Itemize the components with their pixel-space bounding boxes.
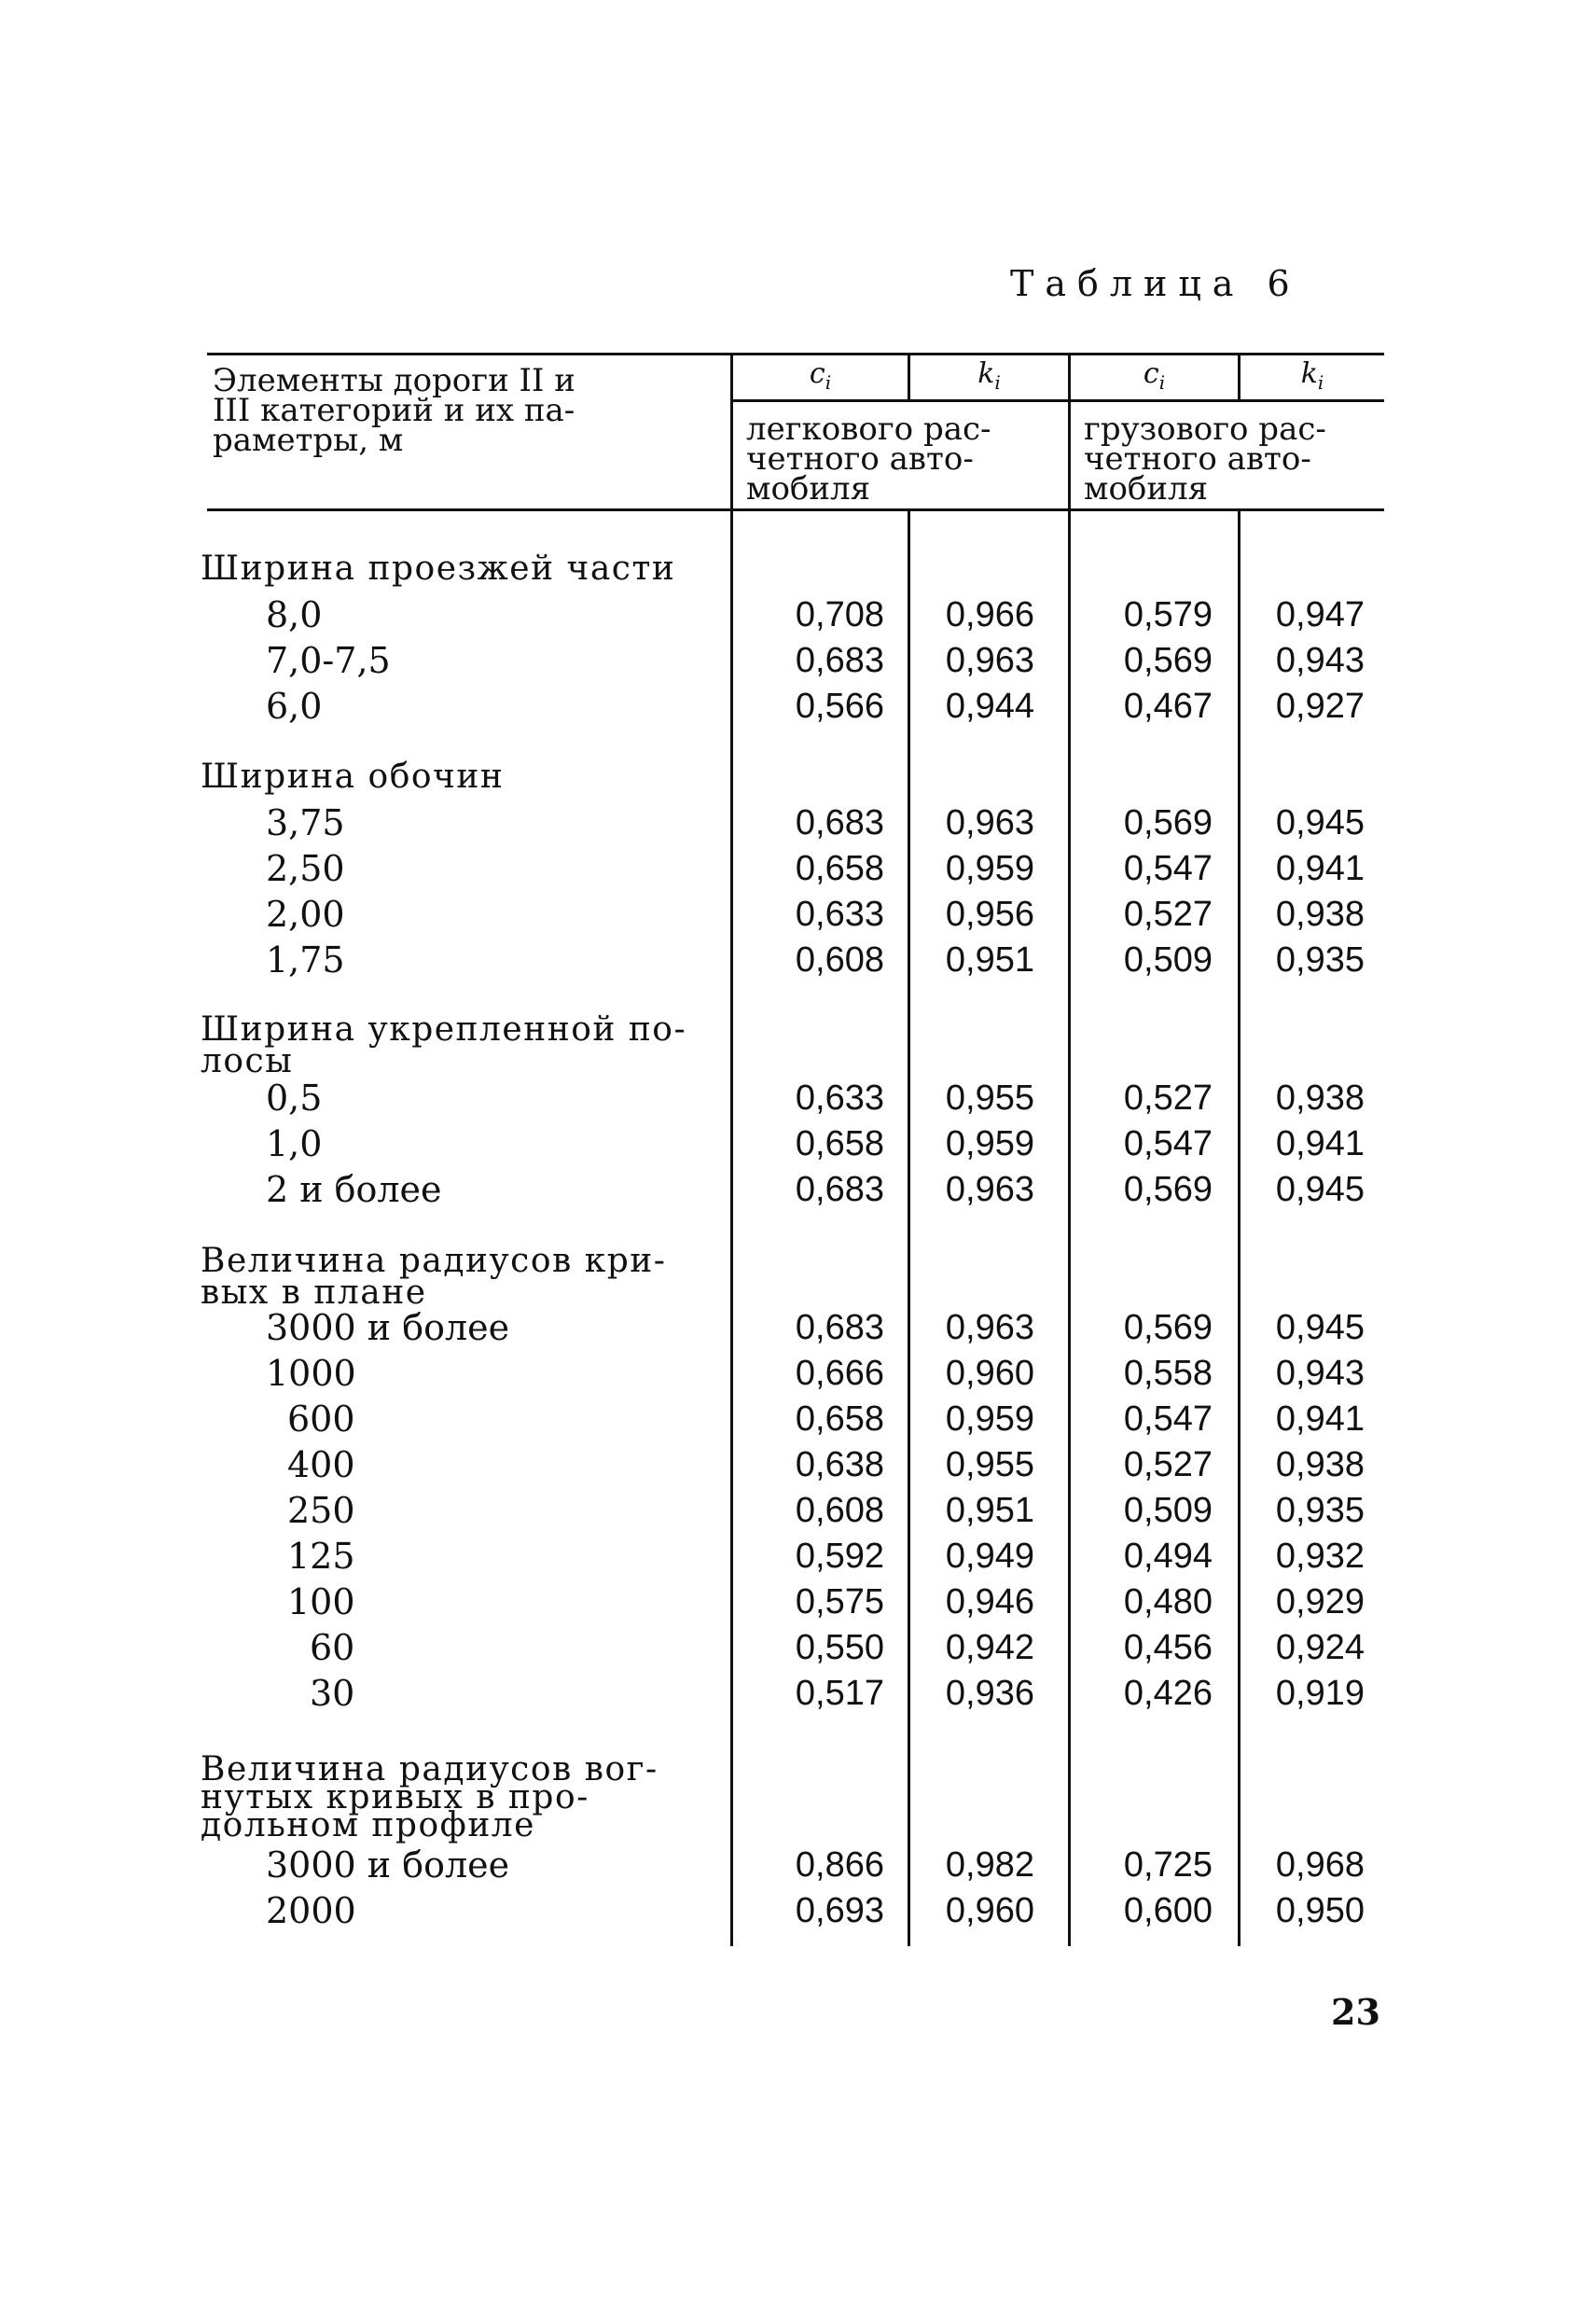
cell-c-light: 0,608 (795, 940, 884, 980)
cell-c-light: 0,658 (795, 1399, 884, 1439)
row-param: 125 (287, 1536, 355, 1577)
cell-k-light: 0,963 (945, 641, 1034, 680)
header-elements-line: Элементы дороги II и (213, 362, 575, 399)
section-title-shoulders: Ширина обочин (201, 758, 505, 796)
cell-c-light: 0,608 (795, 1491, 884, 1530)
cell-k-light: 0,960 (945, 1891, 1034, 1930)
symbol-letter: k (1300, 357, 1318, 390)
header-elements-line: III категорий и их па- (213, 392, 575, 429)
section-title-line: вых в плане (201, 1273, 427, 1312)
header-top-rule (207, 353, 1384, 355)
cell-k-truck: 0,938 (1275, 895, 1365, 934)
cell-c-truck: 0,527 (1123, 1079, 1213, 1118)
cell-k-light: 0,942 (945, 1628, 1034, 1667)
cell-k-truck: 0,945 (1275, 803, 1365, 842)
row-param: 8,0 (266, 594, 323, 635)
header-light-vehicle (746, 411, 991, 508)
cell-k-light: 0,982 (945, 1845, 1034, 1885)
cell-k-truck: 0,943 (1275, 641, 1365, 680)
cell-k-light: 0,936 (945, 1674, 1034, 1713)
cell-c-truck: 0,579 (1123, 595, 1213, 634)
cell-k-light: 0,946 (945, 1582, 1034, 1621)
cell-k-truck: 0,943 (1275, 1354, 1365, 1393)
cell-k-light: 0,963 (945, 1170, 1034, 1209)
row-param: 0,5 (266, 1078, 323, 1119)
row-param: 400 (287, 1444, 355, 1485)
cell-c-light: 0,666 (795, 1354, 884, 1393)
cell-c-truck: 0,547 (1123, 1399, 1213, 1439)
cell-c-light: 0,575 (795, 1582, 884, 1621)
cell-k-truck: 0,950 (1275, 1891, 1365, 1930)
cell-k-truck: 0,924 (1275, 1628, 1365, 1667)
section-title-concave-curves (201, 1750, 658, 1844)
cell-c-truck: 0,527 (1123, 895, 1213, 934)
header-truck-vehicle (1084, 411, 1326, 508)
cell-c-truck: 0,558 (1123, 1354, 1213, 1393)
section-title-line: Ширина укрепленной по- (201, 1010, 687, 1049)
cell-k-truck: 0,941 (1275, 849, 1365, 888)
cell-c-truck: 0,527 (1123, 1445, 1213, 1484)
row-param: 2,00 (266, 894, 345, 935)
header-light-line: легкового рас- (746, 411, 991, 448)
cell-k-light: 0,959 (945, 849, 1034, 888)
cell-k-truck: 0,927 (1275, 687, 1365, 726)
cell-k-light: 0,955 (945, 1445, 1034, 1484)
cell-k-truck: 0,919 (1275, 1674, 1365, 1713)
section-title-line: Величина радиусов вог- (201, 1750, 658, 1788)
header-symbol-c-truck (1071, 357, 1238, 394)
cell-c-light: 0,633 (795, 1079, 884, 1118)
header-light-line: четного авто- (746, 440, 974, 478)
symbol-letter: k (977, 357, 995, 390)
cell-c-truck: 0,456 (1123, 1628, 1213, 1667)
column-divider-4-body (1238, 508, 1241, 1946)
header-truck-line: четного авто- (1084, 440, 1311, 478)
cell-c-light: 0,683 (795, 1308, 884, 1347)
row-param: 30 (310, 1673, 355, 1714)
row-param: 250 (287, 1490, 355, 1531)
header-truck-line: мобиля (1084, 470, 1209, 508)
cell-c-truck: 0,569 (1123, 641, 1213, 680)
cell-k-truck: 0,945 (1275, 1170, 1365, 1209)
header-symbol-c-light (733, 357, 908, 394)
cell-k-light: 0,949 (945, 1537, 1034, 1576)
cell-k-light: 0,956 (945, 895, 1034, 934)
symbol-letter: c (1143, 357, 1159, 390)
cell-c-truck: 0,509 (1123, 940, 1213, 980)
cell-k-light: 0,955 (945, 1079, 1034, 1118)
symbol-row-rule (730, 399, 1384, 402)
cell-c-light: 0,708 (795, 595, 884, 634)
column-divider-3 (1068, 353, 1071, 1946)
cell-c-truck: 0,547 (1123, 1124, 1213, 1163)
row-param: 7,0-7,5 (266, 640, 391, 681)
cell-c-light: 0,866 (795, 1845, 884, 1885)
cell-c-truck: 0,480 (1123, 1582, 1213, 1621)
cell-k-light: 0,960 (945, 1354, 1034, 1393)
row-param: 6,0 (266, 686, 323, 727)
header-elements-label (213, 362, 575, 459)
cell-c-light: 0,638 (795, 1445, 884, 1484)
cell-k-truck: 0,941 (1275, 1399, 1365, 1439)
row-param: 1,75 (266, 939, 345, 981)
cell-k-light: 0,966 (945, 595, 1034, 634)
row-param: 3000 и более (266, 1844, 510, 1886)
cell-c-truck: 0,467 (1123, 687, 1213, 726)
section-title-line: нутых кривых в про- (201, 1778, 589, 1816)
symbol-subscript: i (1317, 371, 1324, 394)
symbol-subscript: i (994, 371, 1001, 394)
section-title-reinforced-strip (201, 1010, 687, 1080)
cell-k-truck: 0,941 (1275, 1124, 1365, 1163)
header-symbol-k-light (910, 357, 1068, 394)
symbol-letter: c (809, 357, 825, 390)
cell-c-truck: 0,600 (1123, 1891, 1213, 1930)
cell-c-light: 0,633 (795, 895, 884, 934)
section-title-line: дольном профиле (201, 1806, 535, 1844)
cell-k-truck: 0,938 (1275, 1445, 1365, 1484)
column-divider-1 (730, 353, 733, 1946)
column-divider-2-body (908, 508, 910, 1946)
cell-k-light: 0,959 (945, 1399, 1034, 1439)
cell-k-light: 0,951 (945, 940, 1034, 980)
section-title-plan-curves (201, 1242, 667, 1312)
header-elements-line: раметры, м (213, 422, 404, 459)
section-title-line: Величина радиусов кри- (201, 1242, 667, 1280)
cell-c-truck: 0,569 (1123, 803, 1213, 842)
row-param: 60 (310, 1627, 355, 1668)
cell-c-truck: 0,725 (1123, 1845, 1213, 1885)
symbol-subscript: i (825, 371, 832, 394)
header-light-line: мобиля (746, 470, 871, 508)
cell-k-truck: 0,968 (1275, 1845, 1365, 1885)
cell-c-truck: 0,569 (1123, 1308, 1213, 1347)
cell-k-light: 0,951 (945, 1491, 1034, 1530)
table-title: Таблица 6 (1010, 263, 1301, 304)
cell-c-truck: 0,426 (1123, 1674, 1213, 1713)
cell-k-truck: 0,938 (1275, 1079, 1365, 1118)
cell-k-truck: 0,947 (1275, 595, 1365, 634)
cell-c-light: 0,683 (795, 1170, 884, 1209)
cell-c-light: 0,683 (795, 641, 884, 680)
row-param: 100 (287, 1581, 355, 1622)
cell-k-truck: 0,932 (1275, 1537, 1365, 1576)
cell-c-light: 0,693 (795, 1891, 884, 1930)
row-param: 2,50 (266, 848, 345, 889)
cell-c-light: 0,566 (795, 687, 884, 726)
cell-k-light: 0,963 (945, 803, 1034, 842)
row-param: 3000 и более (266, 1307, 510, 1348)
cell-k-light: 0,963 (945, 1308, 1034, 1347)
page-number: 23 (1331, 1991, 1380, 2033)
cell-c-truck: 0,569 (1123, 1170, 1213, 1209)
section-title-line: лосы (201, 1042, 294, 1080)
row-param: 2000 (266, 1890, 356, 1931)
cell-k-light: 0,959 (945, 1124, 1034, 1163)
cell-c-truck: 0,547 (1123, 849, 1213, 888)
row-param: 3,75 (266, 802, 345, 843)
cell-k-truck: 0,929 (1275, 1582, 1365, 1621)
cell-c-light: 0,658 (795, 1124, 884, 1163)
cell-c-light: 0,683 (795, 803, 884, 842)
cell-c-light: 0,517 (795, 1674, 884, 1713)
cell-c-truck: 0,494 (1123, 1537, 1213, 1576)
cell-k-truck: 0,935 (1275, 940, 1365, 980)
cell-k-truck: 0,935 (1275, 1491, 1365, 1530)
cell-c-light: 0,550 (795, 1628, 884, 1667)
section-title-carriageway: Ширина проезжей части (201, 550, 676, 588)
header-truck-line: грузового рас- (1084, 411, 1326, 448)
header-symbol-k-truck (1241, 357, 1384, 394)
row-param: 1000 (266, 1353, 356, 1394)
cell-c-truck: 0,509 (1123, 1491, 1213, 1530)
cell-c-light: 0,592 (795, 1537, 884, 1576)
row-param: 2 и более (266, 1169, 442, 1210)
row-param: 1,0 (266, 1123, 323, 1164)
symbol-subscript: i (1158, 371, 1166, 394)
cell-c-light: 0,658 (795, 849, 884, 888)
cell-k-light: 0,944 (945, 687, 1034, 726)
cell-k-truck: 0,945 (1275, 1308, 1365, 1347)
row-param: 600 (287, 1399, 355, 1440)
header-bottom-rule (207, 508, 1384, 511)
